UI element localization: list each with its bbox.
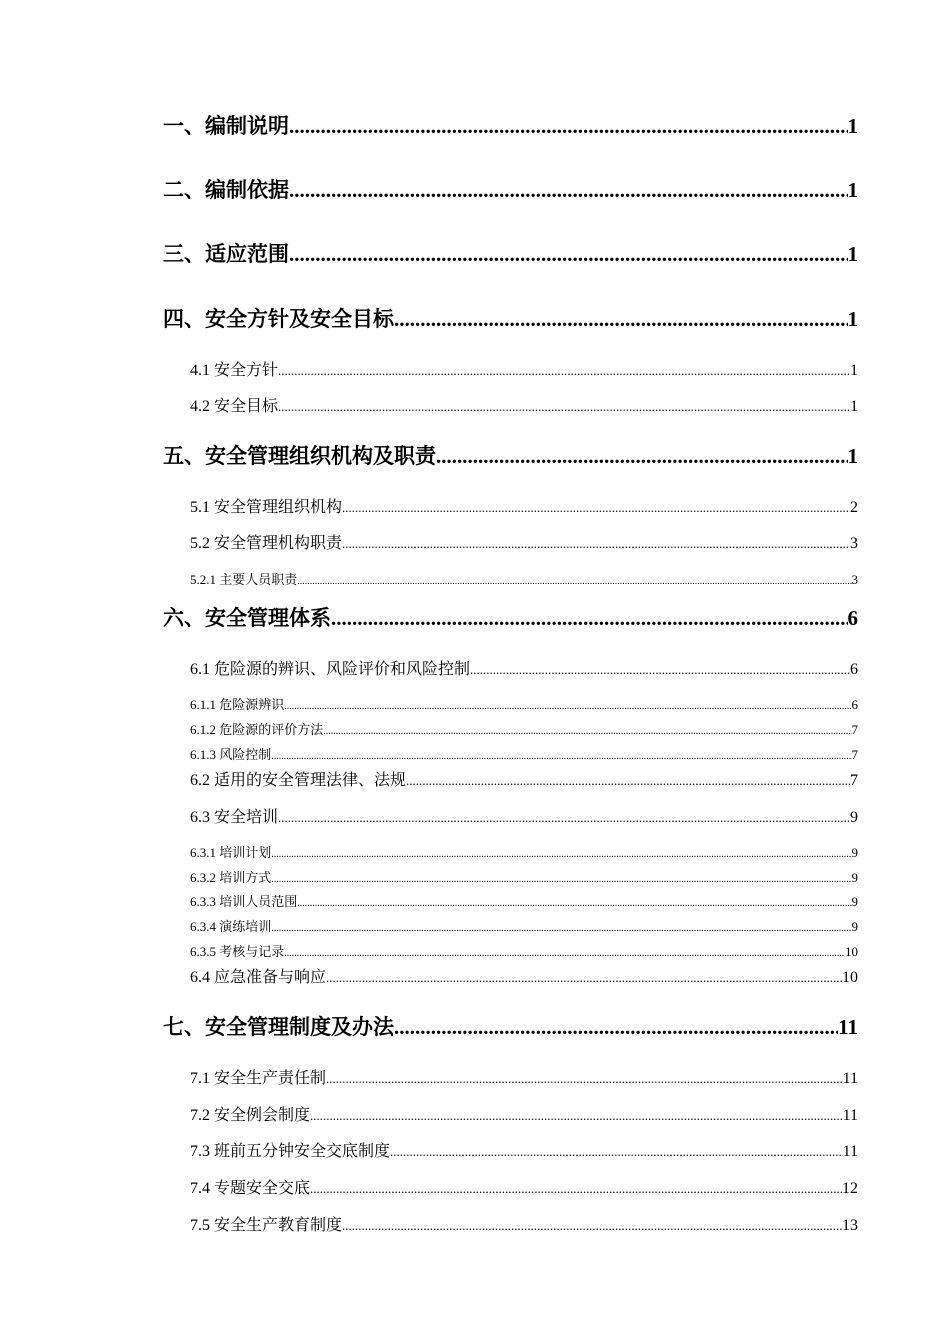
toc-page-number: 1 <box>847 242 858 266</box>
toc-leader-dots <box>289 108 848 144</box>
toc-page-number: 1 <box>850 398 858 415</box>
toc-entry[interactable] <box>190 1140 858 1164</box>
toc-leader-dots <box>278 395 850 419</box>
toc-leader-dots <box>297 573 851 589</box>
toc-entry-title: 四、安全方针及安全目标 <box>163 307 394 331</box>
toc-entry-title: 6.3.3 培训人员范围 <box>190 894 298 909</box>
toc-entry[interactable] <box>190 658 858 682</box>
toc-page-number: 9 <box>851 845 858 860</box>
toc-entry[interactable] <box>190 571 858 589</box>
toc-entry-title: 6.4 应急准备与响应 <box>190 969 327 986</box>
toc-entry[interactable] <box>190 769 858 793</box>
toc-page-number: 7 <box>851 747 858 762</box>
toc-leader-dots <box>323 723 851 739</box>
toc-entry[interactable] <box>163 172 858 208</box>
toc-entry-title: 5.1 安全管理组织机构 <box>190 499 343 516</box>
toc-entry[interactable] <box>190 893 858 911</box>
toc-leader-dots <box>278 806 850 830</box>
toc-entry-title: 7.5 安全生产教育制度 <box>190 1217 343 1234</box>
toc-leader-dots <box>470 658 850 682</box>
toc-entry-title: 六、安全管理体系 <box>163 606 331 630</box>
toc-entry[interactable] <box>190 966 858 990</box>
toc-entry[interactable] <box>190 532 858 556</box>
toc-page-number: 1 <box>847 114 858 138</box>
toc-leader-dots <box>326 1067 843 1091</box>
toc-page-number: 9 <box>851 919 858 934</box>
toc-entry-title: 6.1.3 风险控制 <box>190 747 272 762</box>
toc-entry[interactable] <box>163 438 858 474</box>
toc-entry-title: 6.3.4 演练培训 <box>190 919 272 934</box>
toc-entry[interactable] <box>163 236 858 272</box>
toc-page-number: 10 <box>842 969 858 986</box>
toc-leader-dots <box>342 496 850 520</box>
toc-entry-title: 6.1.1 危险源辨识 <box>190 697 285 712</box>
toc-leader-dots <box>326 966 842 990</box>
toc-page-number: 6 <box>847 606 858 630</box>
toc-leader-dots <box>310 1104 843 1128</box>
toc-entry[interactable] <box>190 869 858 887</box>
toc-entry-title: 4.2 安全目标 <box>190 398 279 415</box>
toc-entry[interactable] <box>190 1067 858 1091</box>
toc-page-number: 11 <box>842 1070 858 1087</box>
toc-entry[interactable] <box>190 1104 858 1128</box>
toc-page-number: 13 <box>842 1217 858 1234</box>
toc-page-number: 2 <box>850 499 858 516</box>
toc-leader-dots <box>278 359 850 383</box>
toc-leader-dots <box>390 1140 843 1164</box>
toc-leader-dots <box>271 920 851 936</box>
toc-page-number: 11 <box>842 1143 858 1160</box>
toc-page-number: 1 <box>847 307 858 331</box>
toc-entry-title: 6.3.2 培训方式 <box>190 870 272 885</box>
toc-leader-dots <box>284 945 845 961</box>
toc-leader-dots <box>289 236 848 272</box>
toc-entry-title: 五、安全管理组织机构及职责 <box>163 444 436 468</box>
toc-entry[interactable] <box>190 806 858 830</box>
toc-entry-title: 6.2 适用的安全管理法律、法规 <box>190 772 407 789</box>
toc-leader-dots <box>284 698 851 714</box>
toc-page-number: 9 <box>851 870 858 885</box>
toc-entry[interactable] <box>190 1177 858 1201</box>
toc-leader-dots <box>271 846 851 862</box>
toc-entry-title: 6.1 危险源的辨识、风险评价和风险控制 <box>190 661 471 678</box>
toc-leader-dots <box>436 438 848 474</box>
toc-entry-title: 一、编制说明 <box>163 114 289 138</box>
toc-page-number: 3 <box>851 572 858 587</box>
toc-entry[interactable] <box>163 1009 858 1045</box>
toc-entry-title: 5.2 安全管理机构职责 <box>190 535 343 552</box>
toc-entry[interactable] <box>190 1214 858 1238</box>
toc-entry[interactable] <box>190 721 858 739</box>
toc-entry[interactable] <box>163 301 858 337</box>
toc-entry-title: 6.3 安全培训 <box>190 809 279 826</box>
toc-page-number: 1 <box>847 444 858 468</box>
toc-page-number: 3 <box>850 535 858 552</box>
toc-entry[interactable] <box>190 746 858 764</box>
toc-page-number: 11 <box>842 1107 858 1124</box>
toc-page-number: 10 <box>845 944 858 959</box>
toc-entry[interactable] <box>190 844 858 862</box>
toc-page-number: 12 <box>842 1180 858 1197</box>
toc-entry[interactable] <box>190 918 858 936</box>
toc-entry[interactable] <box>190 943 858 961</box>
toc-leader-dots <box>297 895 851 911</box>
toc-leader-dots <box>271 871 851 887</box>
toc-entry-title: 6.3.1 培训计划 <box>190 845 272 860</box>
toc-leader-dots <box>271 748 851 764</box>
toc-entry[interactable] <box>163 108 858 144</box>
toc-entry-title: 7.1 安全生产责任制 <box>190 1070 327 1087</box>
toc-entry-title: 7.2 安全例会制度 <box>190 1107 311 1124</box>
toc-entry[interactable] <box>190 496 858 520</box>
toc-leader-dots <box>310 1177 842 1201</box>
toc-entry-title: 7.3 班前五分钟安全交底制度 <box>190 1143 391 1160</box>
toc-page-number: 11 <box>838 1015 858 1039</box>
toc-entry-title: 6.3.5 考核与记录 <box>190 944 285 959</box>
toc-entry[interactable] <box>190 696 858 714</box>
toc-entry-title: 七、安全管理制度及办法 <box>163 1015 394 1039</box>
toc-leader-dots <box>394 1009 838 1045</box>
toc-entry-title: 7.4 专题安全交底 <box>190 1180 311 1197</box>
toc-page-number: 9 <box>851 894 858 909</box>
toc-entry-title: 三、适应范围 <box>163 242 289 266</box>
toc-leader-dots <box>289 172 848 208</box>
toc-page-number: 1 <box>850 362 858 379</box>
toc-leader-dots <box>406 769 850 793</box>
toc-entry[interactable] <box>163 600 858 636</box>
toc-page-number: 7 <box>851 722 858 737</box>
toc-page-number: 6 <box>850 661 858 678</box>
toc-entry-title: 二、编制依据 <box>163 178 289 202</box>
toc-entry-title: 4.1 安全方针 <box>190 362 279 379</box>
toc-entry[interactable] <box>190 395 858 419</box>
toc-leader-dots <box>331 600 848 636</box>
toc-leader-dots <box>342 1214 842 1238</box>
toc-page-number: 1 <box>847 178 858 202</box>
toc-entry[interactable] <box>190 359 858 383</box>
toc-leader-dots <box>342 532 850 556</box>
toc-page-number: 9 <box>850 809 858 826</box>
toc-entry-title: 6.1.2 危险源的评价方法 <box>190 722 324 737</box>
toc-entry-title: 5.2.1 主要人员职责 <box>190 572 298 587</box>
toc-page-number: 6 <box>851 697 858 712</box>
toc-leader-dots <box>394 301 848 337</box>
toc-page-number: 7 <box>850 772 858 789</box>
